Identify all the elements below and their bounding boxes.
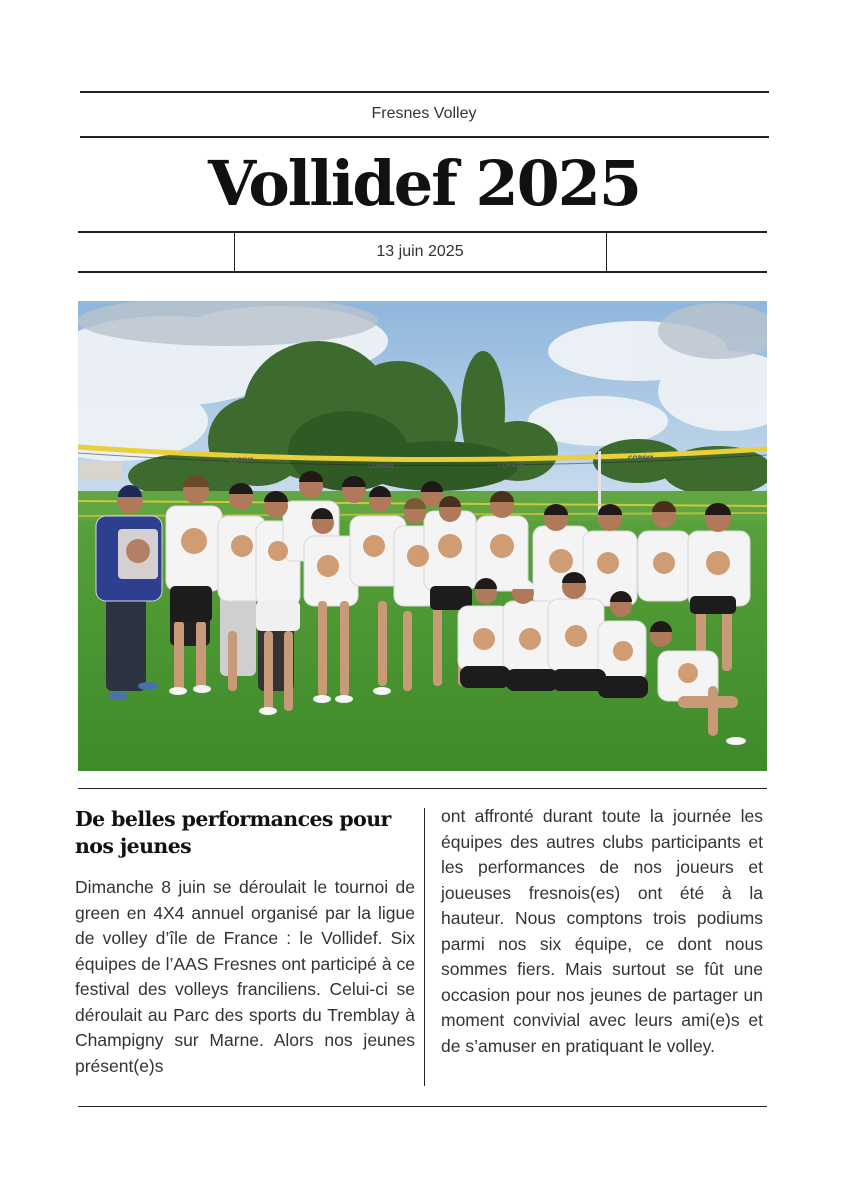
article-body-part-2: ont affronté durant toute la journée les équipes des autres clubs participants et les performances de nos joueurs et joueuses fresnois(es) ont été à la hauteur. Nous comptons trois podiums parmi nos six équipe, ce dont nous sommes fiers. Mais surtout se fût une occasion pour nos jeunes de partager un moment convivial avec leurs ami(e)s et de s’amuser en pratiquant le volley. (441, 806, 763, 1056)
column-divider (424, 808, 425, 1086)
svg-text:COPAYA: COPAYA (498, 462, 524, 469)
article-column-right (441, 804, 763, 1059)
date-bar-top-rule (78, 231, 767, 233)
article-body-part-1: Dimanche 8 juin se déroulait le tournoi de green en 4X4 annuel organisé par la ligue de volley d’île de France : le Vollidef. Six équipes de l’AAS Fresnes ont participé à ce festival des volleys franciliens. Celui-ci se déroulait au Parc des sports du Tremblay à Champigny sur Marne. Alors nos jeunes présent(e)s (75, 877, 415, 1076)
svg-text:COPAYA: COPAYA (228, 457, 254, 464)
date-bar-bottom-rule (78, 271, 767, 273)
article-column-left (75, 806, 415, 1079)
publication-name: Fresnes Volley (371, 105, 477, 122)
svg-text:COPAYA: COPAYA (628, 455, 654, 462)
page-title: Vollidef 2025 (207, 147, 641, 220)
masthead-top-rule (80, 91, 769, 93)
masthead-middle-rule (80, 136, 769, 138)
article-top-rule (78, 788, 767, 789)
article-headline: De belles performances pour nos jeunes (75, 807, 391, 858)
issue-date: 13 juin 2025 (376, 243, 464, 260)
svg-text:COPAYA: COPAYA (368, 463, 394, 470)
team-photo (78, 301, 767, 771)
article-bottom-rule (78, 1106, 767, 1107)
date-bar-right-divider (606, 232, 607, 272)
